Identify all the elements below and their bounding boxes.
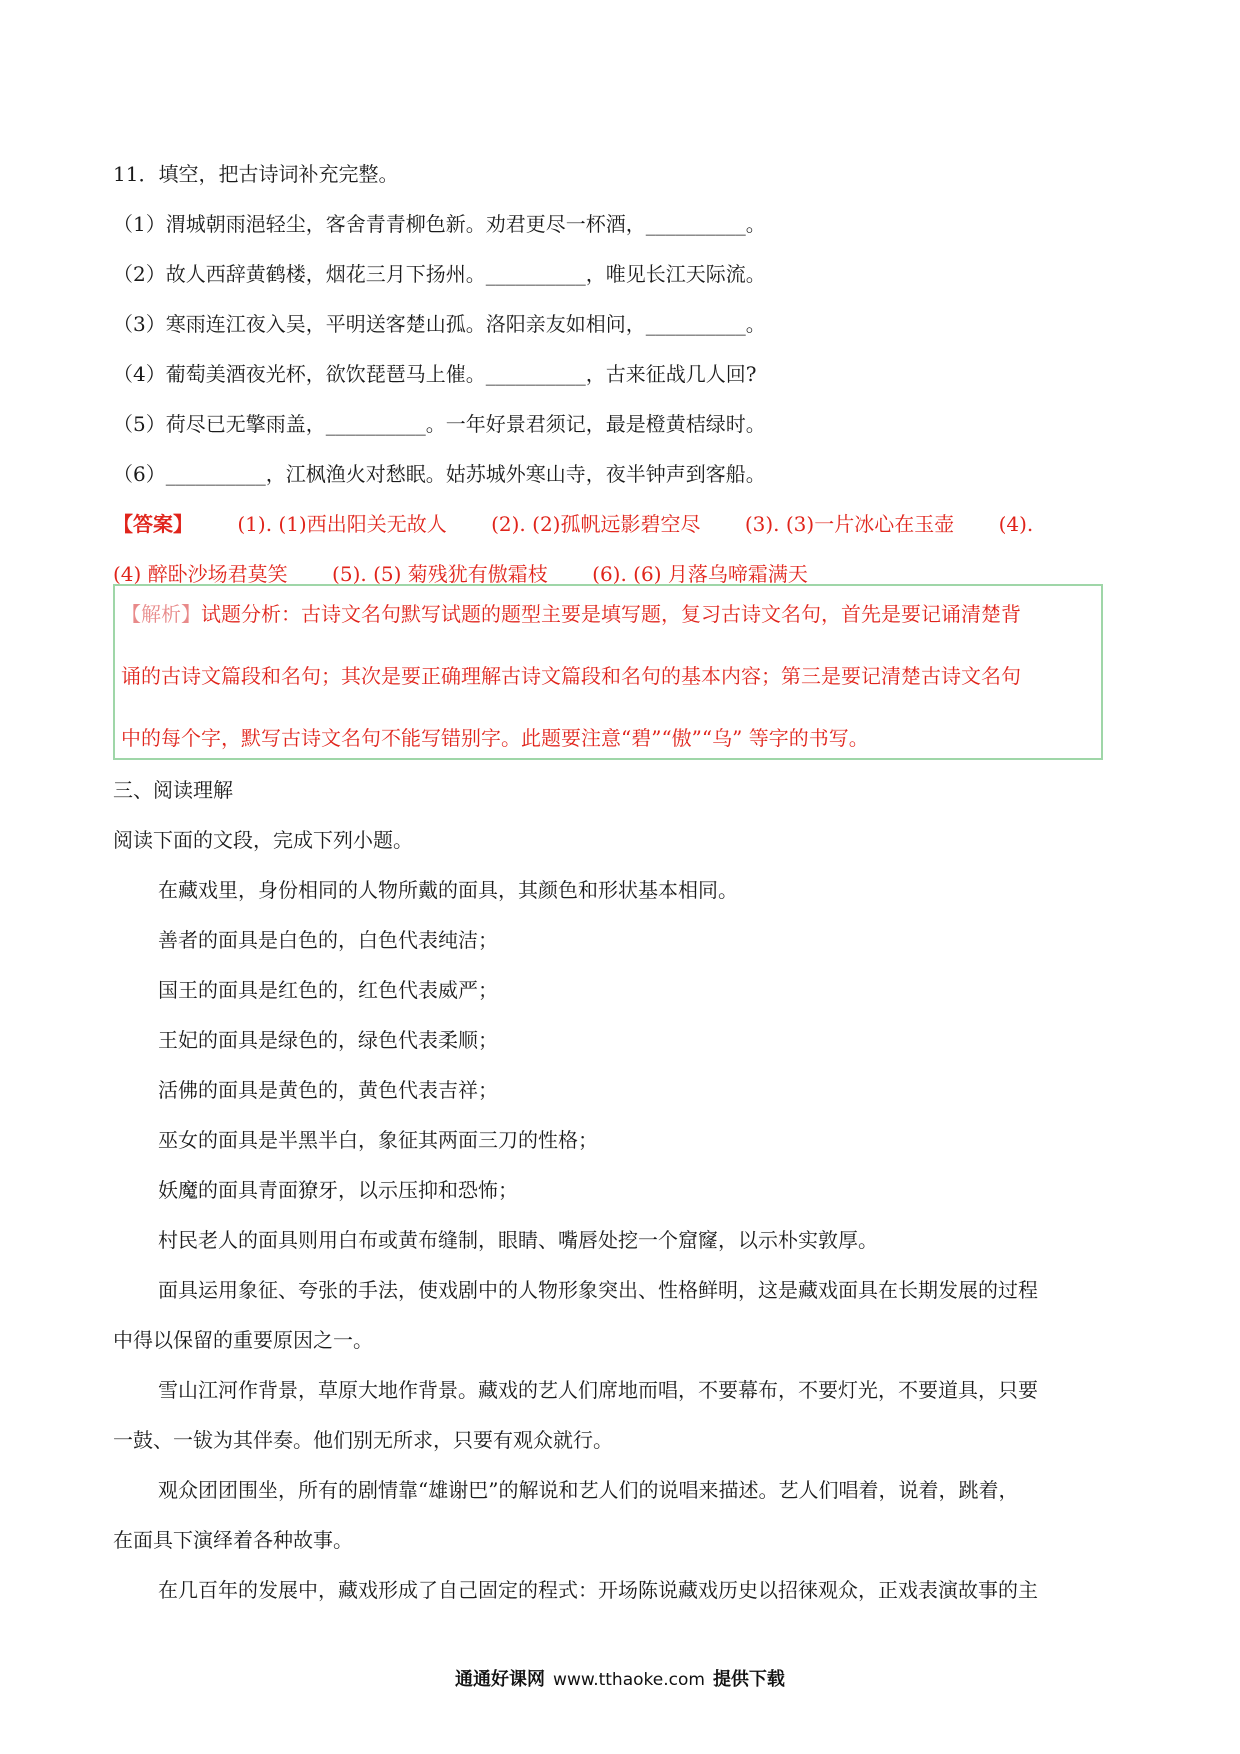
footer bbox=[0, 1665, 1240, 1691]
paragraph-10: 雪山江河作背景，草原大地作背景。藏戏的艺人们席地而唱，不要幕布，不要灯光，不要道具，只要 bbox=[158, 1378, 1038, 1402]
question-title: 11．填空，把古诗词补充完整。 bbox=[113, 162, 399, 186]
paragraph-5: 活佛的面具是黄色的，黄色代表吉祥； bbox=[158, 1078, 498, 1102]
answer-4: (4) 醉卧沙场君莫笑 bbox=[113, 562, 288, 586]
answer-5: (5). (5) 菊残犹有傲霜枝 bbox=[332, 562, 548, 586]
analysis-line-3: 中的每个字，默写古诗文名句不能写错别字。此题要注意“碧”“傲”“乌” 等字的书写。 bbox=[121, 726, 869, 750]
answer-3: (3). (3)一片冰心在玉壶 bbox=[744, 512, 955, 536]
paragraph-9-cont: 中得以保留的重要原因之一。 bbox=[113, 1328, 373, 1352]
question-item-5: （5）荷尽已无擎雨盖，__________。一年好景君须记，最是橙黄桔绿时。 bbox=[113, 412, 766, 436]
paragraph-10-cont: 一鼓、一钹为其伴奏。他们别无所求，只要有观众就行。 bbox=[113, 1428, 613, 1452]
analysis-line-1: 【解析】试题分析：古诗文名句默写试题的题型主要是填写题，复习古诗文名句，首先是要记诵清楚背 bbox=[121, 602, 1021, 626]
footer-brand: 通通好课网 bbox=[455, 1669, 546, 1690]
section-instruction: 阅读下面的文段，完成下列小题。 bbox=[113, 828, 413, 852]
paragraph-7: 妖魔的面具青面獠牙，以示压抑和恐怖； bbox=[158, 1178, 518, 1202]
section-title: 三、阅读理解 bbox=[113, 778, 233, 802]
paragraph-12: 在几百年的发展中，藏戏形成了自己固定的程式：开场陈说藏戏历史以招徕观众，正戏表演故事的主 bbox=[158, 1578, 1038, 1602]
paragraph-3: 国王的面具是红色的，红色代表威严； bbox=[158, 978, 498, 1002]
question-item-3: （3）寒雨连江夜入吴，平明送客楚山孤。洛阳亲友如相问，__________。 bbox=[113, 312, 766, 336]
answer-2: (2). (2)孤帆远影碧空尽 bbox=[491, 512, 701, 536]
analysis-tag: 【解析】 bbox=[121, 602, 201, 626]
answer-label: 【答案】 bbox=[113, 512, 193, 536]
answer-1: (1). (1)西出阳关无故人 bbox=[237, 512, 447, 536]
question-item-6: （6）__________，江枫渔火对愁眠。姑苏城外寒山寺，夜半钟声到客船。 bbox=[113, 462, 766, 486]
paragraph-8: 村民老人的面具则用白布或黄布缝制，眼睛、嘴唇处挖一个窟窿，以示朴实敦厚。 bbox=[158, 1228, 878, 1252]
analysis-box bbox=[113, 584, 1103, 760]
answer-line-1 bbox=[113, 510, 1033, 538]
question-item-2: （2）故人西辞黄鹤楼，烟花三月下扬州。__________，唯见长江天际流。 bbox=[113, 262, 766, 286]
footer-suffix: 提供下载 bbox=[712, 1669, 785, 1690]
answer-6: (6). (6) 月落乌啼霜满天 bbox=[592, 562, 808, 586]
analysis-line-2: 诵的古诗文篇段和名句；其次是要正确理解古诗文篇段和名句的基本内容；第三是要记清楚古诗文名句 bbox=[121, 664, 1021, 688]
paragraph-6: 巫女的面具是半黑半白，象征其两面三刀的性格； bbox=[158, 1128, 598, 1152]
footer-url[interactable]: www.tthaoke.com bbox=[553, 1670, 705, 1690]
paragraph-1: 在藏戏里，身份相同的人物所戴的面具，其颜色和形状基本相同。 bbox=[158, 878, 738, 902]
paragraph-9: 面具运用象征、夸张的手法，使戏剧中的人物形象突出、性格鲜明，这是藏戏面具在长期发展的过程 bbox=[158, 1278, 1038, 1302]
question-item-1: （1）渭城朝雨浥轻尘，客舍青青柳色新。劝君更尽一杯酒，__________。 bbox=[113, 212, 766, 236]
paragraph-2: 善者的面具是白色的，白色代表纯洁； bbox=[158, 928, 498, 952]
answer-4-label: (4). bbox=[998, 512, 1034, 536]
paragraph-11-cont: 在面具下演绎着各种故事。 bbox=[113, 1528, 353, 1552]
question-item-4: （4）葡萄美酒夜光杯，欲饮琵琶马上催。__________，古来征战几人回? bbox=[113, 362, 757, 386]
paragraph-11: 观众团团围坐，所有的剧情靠“雄谢巴”的解说和艺人们的说唱来描述。艺人们唱着，说着，跳着， bbox=[158, 1478, 1019, 1502]
paragraph-4: 王妃的面具是绿色的，绿色代表柔顺； bbox=[158, 1028, 498, 1052]
